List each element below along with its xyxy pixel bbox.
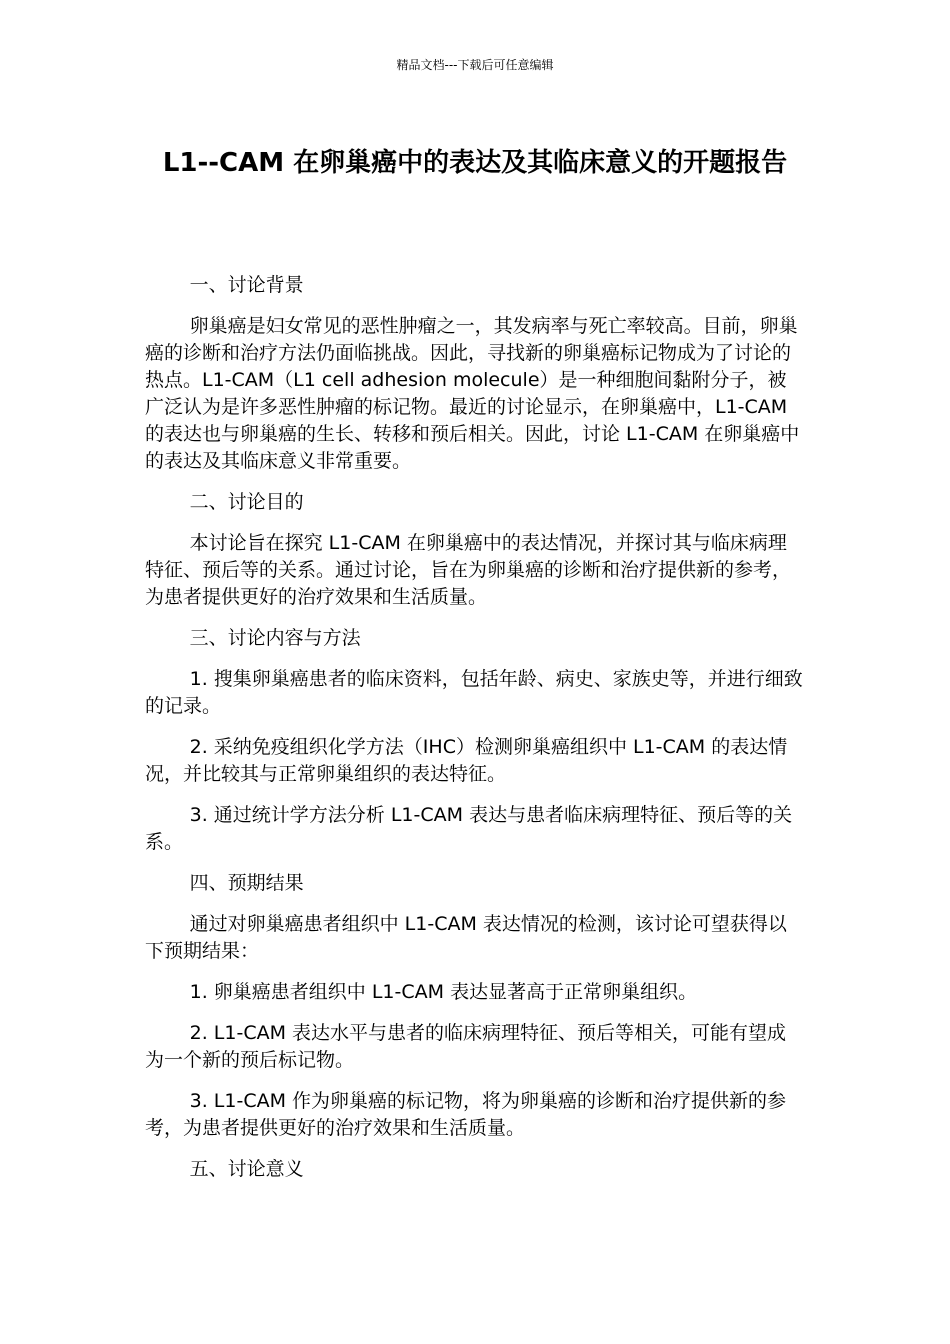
section-heading-results: 四、预期结果 [189,872,304,894]
methods-item: 3. 通过统计学方法分析 L1-CAM 表达与患者临床病理特征、预后等的关系。 [145,804,793,853]
methods-item: 1. 搜集卵巢癌患者的临床资料，包括年龄、病史、家族史等，并进行细致的记录。 [145,668,803,717]
results-item: 2. L1-CAM 表达水平与患者的临床病理特征、预后等相关，可能有望成为一个新的预后标记物。 [145,1022,787,1071]
results-item: 1. 卵巢癌患者组织中 L1-CAM 表达显著高于正常卵巢组织。 [189,981,698,1003]
document-title: L1--CAM 在卵巢癌中的表达及其临床意义的开题报告 [162,148,788,178]
section-heading-methods: 三、讨论内容与方法 [189,627,361,649]
results-intro: 通过对卵巢癌患者组织中 L1-CAM 表达情况的检测，该讨论可望获得以下预期结果： [145,913,787,962]
page-header: 精品文档---下载后可任意编辑 [396,58,554,72]
document-body [145,272,805,1197]
background-paragraph: 卵巢癌是妇女常见的恶性肿瘤之一，其发病率与死亡率较高。目前，卵巢癌的诊断和治疗方法仍面临挑战。因此，寻找新的卵巢癌标记物成为了讨论的热点。L1-CAM（L1 cell adhesion molecule）是一种细胞间黏附分子，被广泛认为是许多恶性肿瘤的标记物。最近的讨论显示，在卵巢癌中，L1-CAM 的表达也与卵巢癌的生长、转移和预后相关。因此，讨论 L1-CAM 在卵巢癌中的表达及其临床意义非常重要。 [145,315,800,472]
methods-item: 2. 采纳免疫组织化学方法（IHC）检测卵巢癌组织中 L1-CAM 的表达情况，并比较其与正常卵巢组织的表达特征。 [145,736,788,785]
purpose-paragraph: 本讨论旨在探究 L1-CAM 在卵巢癌中的表达情况，并探讨其与临床病理特征、预后等的关系。通过讨论，旨在为卵巢癌的诊断和治疗提供新的参考，为患者提供更好的治疗效果和生活质量。 [145,532,792,608]
results-item: 3. L1-CAM 作为卵巢癌的标记物，将为卵巢癌的诊断和治疗提供新的参考，为患者提供更好的治疗效果和生活质量。 [145,1090,787,1139]
section-heading-background: 一、讨论背景 [189,274,304,296]
section-heading-significance: 五、讨论意义 [189,1158,304,1180]
section-heading-purpose: 二、讨论目的 [189,491,304,513]
